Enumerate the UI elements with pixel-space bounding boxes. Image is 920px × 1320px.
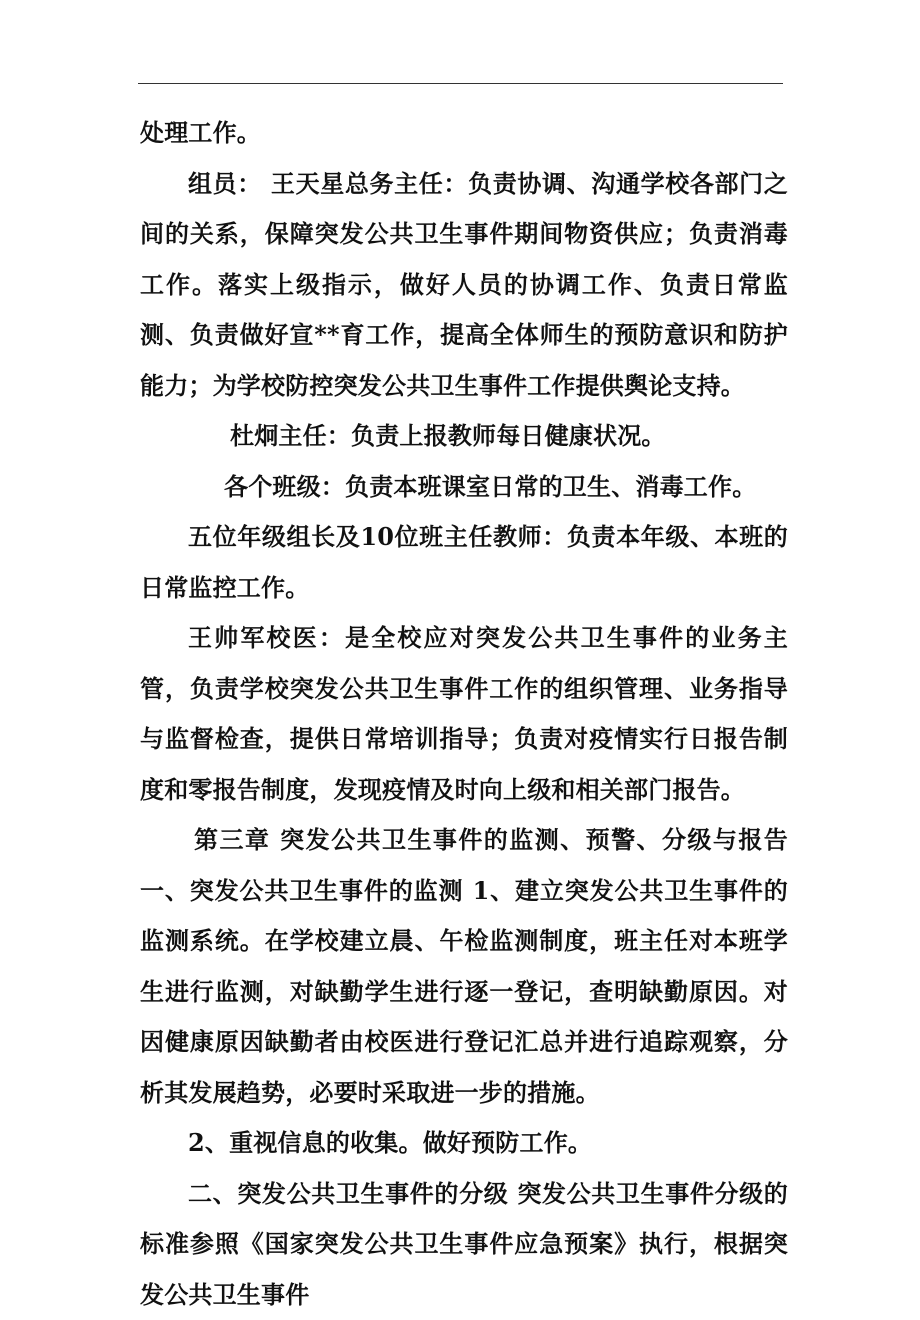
paragraph-info-collection: 2、重视信息的收集。做好预防工作。: [140, 1118, 788, 1169]
paragraph-grade-leaders: 五位年级组长及10位班主任教师：负责本年级、本班的日常监控工作。: [140, 512, 788, 613]
document-body: [140, 108, 788, 1320]
paragraph-classification: 二、突发公共卫生事件的分级 突发公共卫生事件分级的标准参照《国家突发公共卫生事件应急预案》执行，根据突发公共卫生事件: [140, 1169, 788, 1320]
header-rule: [138, 83, 783, 84]
paragraph-school-doctor: 王帅军校医：是全校应对突发公共卫生事件的业务主管，负责学校突发公共卫生事件工作的组织管理、业务指导与监督检查，提供日常培训指导；负责对疫情实行日报告制度和零报告制度，发现疫情及时向上级和相关部门报告。: [140, 613, 788, 815]
paragraph-members: 组员： 王天星总务主任：负责协调、沟通学校各部门之间的关系，保障突发公共卫生事件期间物资供应；负责消毒工作。落实上级指示，做好人员的协调工作、负责日常监测、负责做好宣**育工作，提高全体师生的预防意识和防护能力；为学校防控突发公共卫生事件工作提供舆论支持。: [140, 159, 788, 412]
paragraph-chapter-three: 第三章 突发公共卫生事件的监测、预警、分级与报告 一、突发公共卫生事件的监测 1、建立突发公共卫生事件的监测系统。在学校建立晨、午检监测制度，班主任对本班学生进行监测，对缺勤学生进行逐一登记，查明缺勤原因。对因健康原因缺勤者由校医进行登记汇总并进行追踪观察，分析其发展趋势，必要时采取进一步的措施。: [140, 815, 788, 1118]
paragraph-dujiong: 杜炯主任：负责上报教师每日健康状况。: [140, 411, 788, 462]
paragraph-classes: 各个班级：负责本班课室日常的卫生、消毒工作。: [140, 462, 788, 513]
paragraph-continuation: 处理工作。: [140, 108, 788, 159]
